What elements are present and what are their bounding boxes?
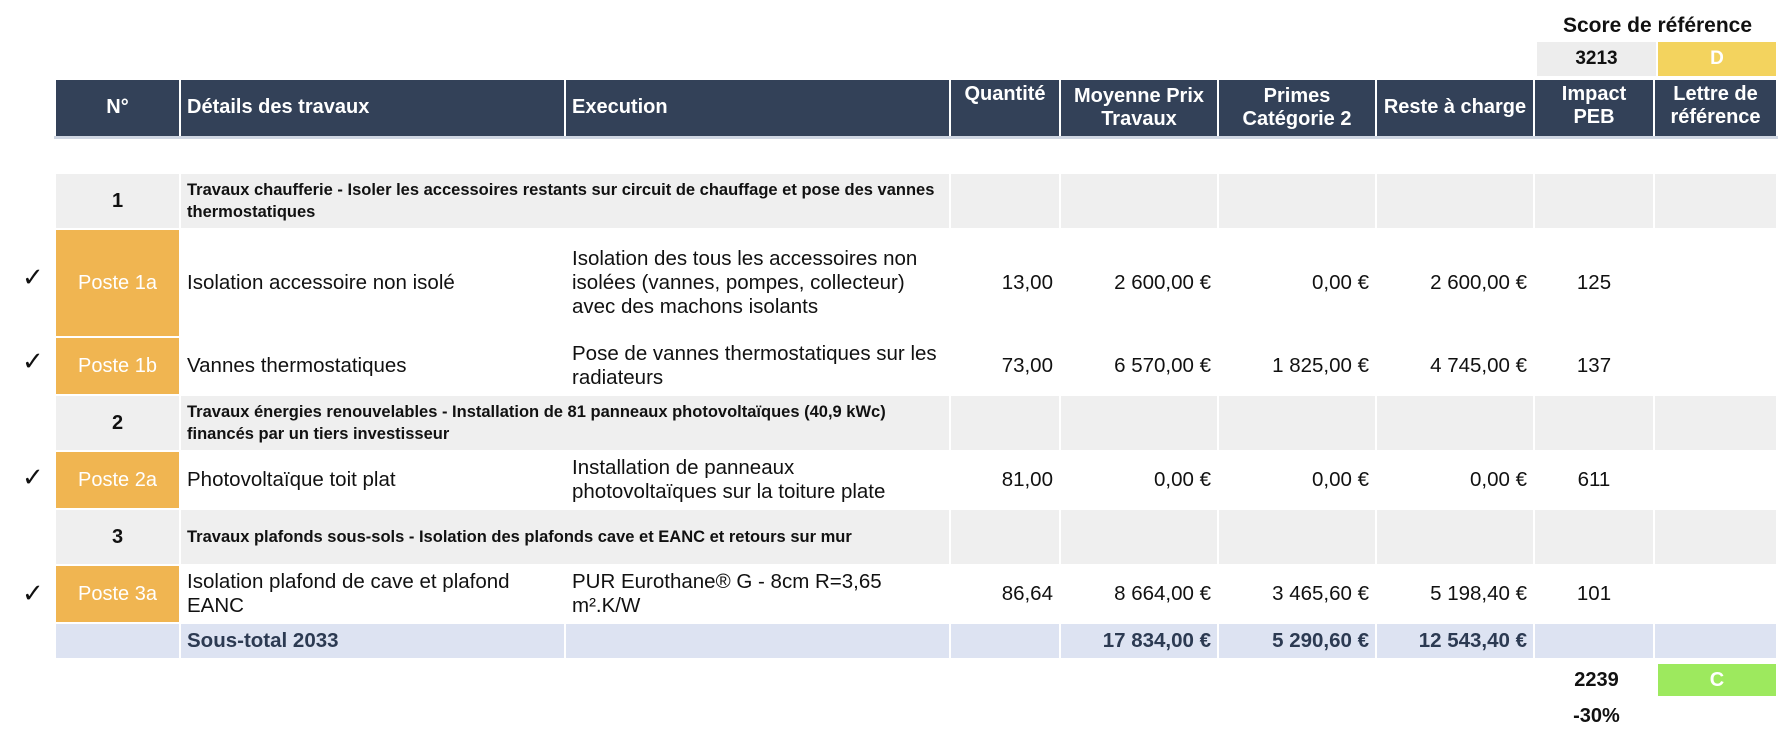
header-execution: Execution — [565, 79, 950, 137]
header-details: Détails des travaux — [180, 79, 565, 137]
poste-label: Poste 2a — [55, 451, 180, 509]
section-title: Travaux chaufferie - Isoler les accessoires restants sur circuit de chauffage et pose des vannes thermostatiques — [180, 173, 950, 229]
item-letter: D — [1654, 229, 1777, 337]
item-details: Vannes thermostatiques — [180, 337, 565, 395]
item-impact: 101 — [1534, 565, 1654, 623]
section-title: Travaux énergies renouvelables - Installation de 81 panneaux photovoltaïques (40,9 kWc) financés par un tiers investisseur — [180, 395, 950, 451]
item-quantite: 73,00 — [950, 337, 1060, 395]
subtotal-primes: 5 290,60 € — [1218, 623, 1376, 659]
item-moyenne: 6 570,00 € — [1060, 337, 1218, 395]
subtotal-moyenne: 17 834,00 € — [1060, 623, 1218, 659]
item-quantite: 81,00 — [950, 451, 1060, 509]
check-icon[interactable]: ✓ — [22, 578, 44, 608]
header-num: N° — [55, 79, 180, 137]
subtotal-row — [55, 623, 1777, 659]
section-number: 2 — [55, 395, 180, 451]
section-number: 3 — [55, 509, 180, 565]
header-primes: Primes Catégorie 2 — [1218, 79, 1376, 137]
item-reste: 4 745,00 € — [1376, 337, 1534, 395]
item-letter: D — [1654, 337, 1777, 395]
poste-label: Poste 3a — [55, 565, 180, 623]
item-impact: 137 — [1534, 337, 1654, 395]
section-title: Travaux plafonds sous-sols - Isolation des plafonds cave et EANC et retours sur mur — [180, 509, 950, 565]
table-row[interactable] — [55, 565, 1777, 623]
reduction-percent: -30% — [1573, 704, 1620, 727]
subtotal-reste: 12 543,40 € — [1376, 623, 1534, 659]
item-reste: 2 600,00 € — [1376, 229, 1534, 337]
header-reste: Reste à charge — [1376, 79, 1534, 137]
item-impact: 611 — [1534, 451, 1654, 509]
table-header-row — [55, 79, 1777, 137]
item-execution: Isolation des tous les accessoires non isolées (vannes, pompes, collecteur) avec des machons isolants — [565, 229, 950, 337]
item-execution: Installation de panneaux photovoltaïques sur la toiture plate — [565, 451, 950, 509]
final-letter: C — [1658, 664, 1776, 696]
item-details: Photovoltaïque toit plat — [180, 451, 565, 509]
table-row[interactable] — [55, 337, 1777, 395]
item-letter: C — [1654, 565, 1777, 623]
header-moyenne: Moyenne Prix Travaux — [1060, 79, 1218, 137]
header-lettre: Lettre de référence — [1654, 79, 1777, 137]
table-row[interactable] — [55, 229, 1777, 337]
header-impact: Impact PEB — [1534, 79, 1654, 137]
final-score: 2239 — [1574, 668, 1619, 691]
item-moyenne: 8 664,00 € — [1060, 565, 1218, 623]
item-details: Isolation plafond de cave et plafond EANC — [180, 565, 565, 623]
item-primes: 0,00 € — [1218, 451, 1376, 509]
score-reference-value: 3213 — [1537, 42, 1656, 76]
score-reference-letter: D — [1658, 42, 1776, 76]
section-row — [55, 509, 1777, 565]
item-quantite: 86,64 — [950, 565, 1060, 623]
item-execution: PUR Eurothane® G - 8cm R=3,65 m².K/W — [565, 565, 950, 623]
check-icon[interactable]: ✓ — [22, 346, 44, 376]
item-moyenne: 2 600,00 € — [1060, 229, 1218, 337]
section-number: 1 — [55, 173, 180, 229]
works-table — [54, 78, 1778, 660]
item-primes: 1 825,00 € — [1218, 337, 1376, 395]
section-row — [55, 395, 1777, 451]
poste-label: Poste 1a — [55, 229, 180, 337]
item-primes: 3 465,60 € — [1218, 565, 1376, 623]
item-quantite: 13,00 — [950, 229, 1060, 337]
score-reference-label: Score de référence — [1562, 14, 1753, 37]
header-quantite: Quantité — [950, 79, 1060, 137]
item-execution: Pose de vannes thermostatiques sur les radiateurs — [565, 337, 950, 395]
check-icon[interactable]: ✓ — [22, 262, 44, 292]
item-details: Isolation accessoire non isolé — [180, 229, 565, 337]
spacer-row — [55, 137, 1777, 173]
item-moyenne: 0,00 € — [1060, 451, 1218, 509]
section-row — [55, 173, 1777, 229]
table-row[interactable] — [55, 451, 1777, 509]
item-primes: 0,00 € — [1218, 229, 1376, 337]
item-letter: C- — [1654, 451, 1777, 509]
item-reste: 0,00 € — [1376, 451, 1534, 509]
check-icon[interactable]: ✓ — [22, 462, 44, 492]
item-reste: 5 198,40 € — [1376, 565, 1534, 623]
poste-label: Poste 1b — [55, 337, 180, 395]
subtotal-label: Sous-total 2033 — [180, 623, 565, 659]
item-impact: 125 — [1534, 229, 1654, 337]
